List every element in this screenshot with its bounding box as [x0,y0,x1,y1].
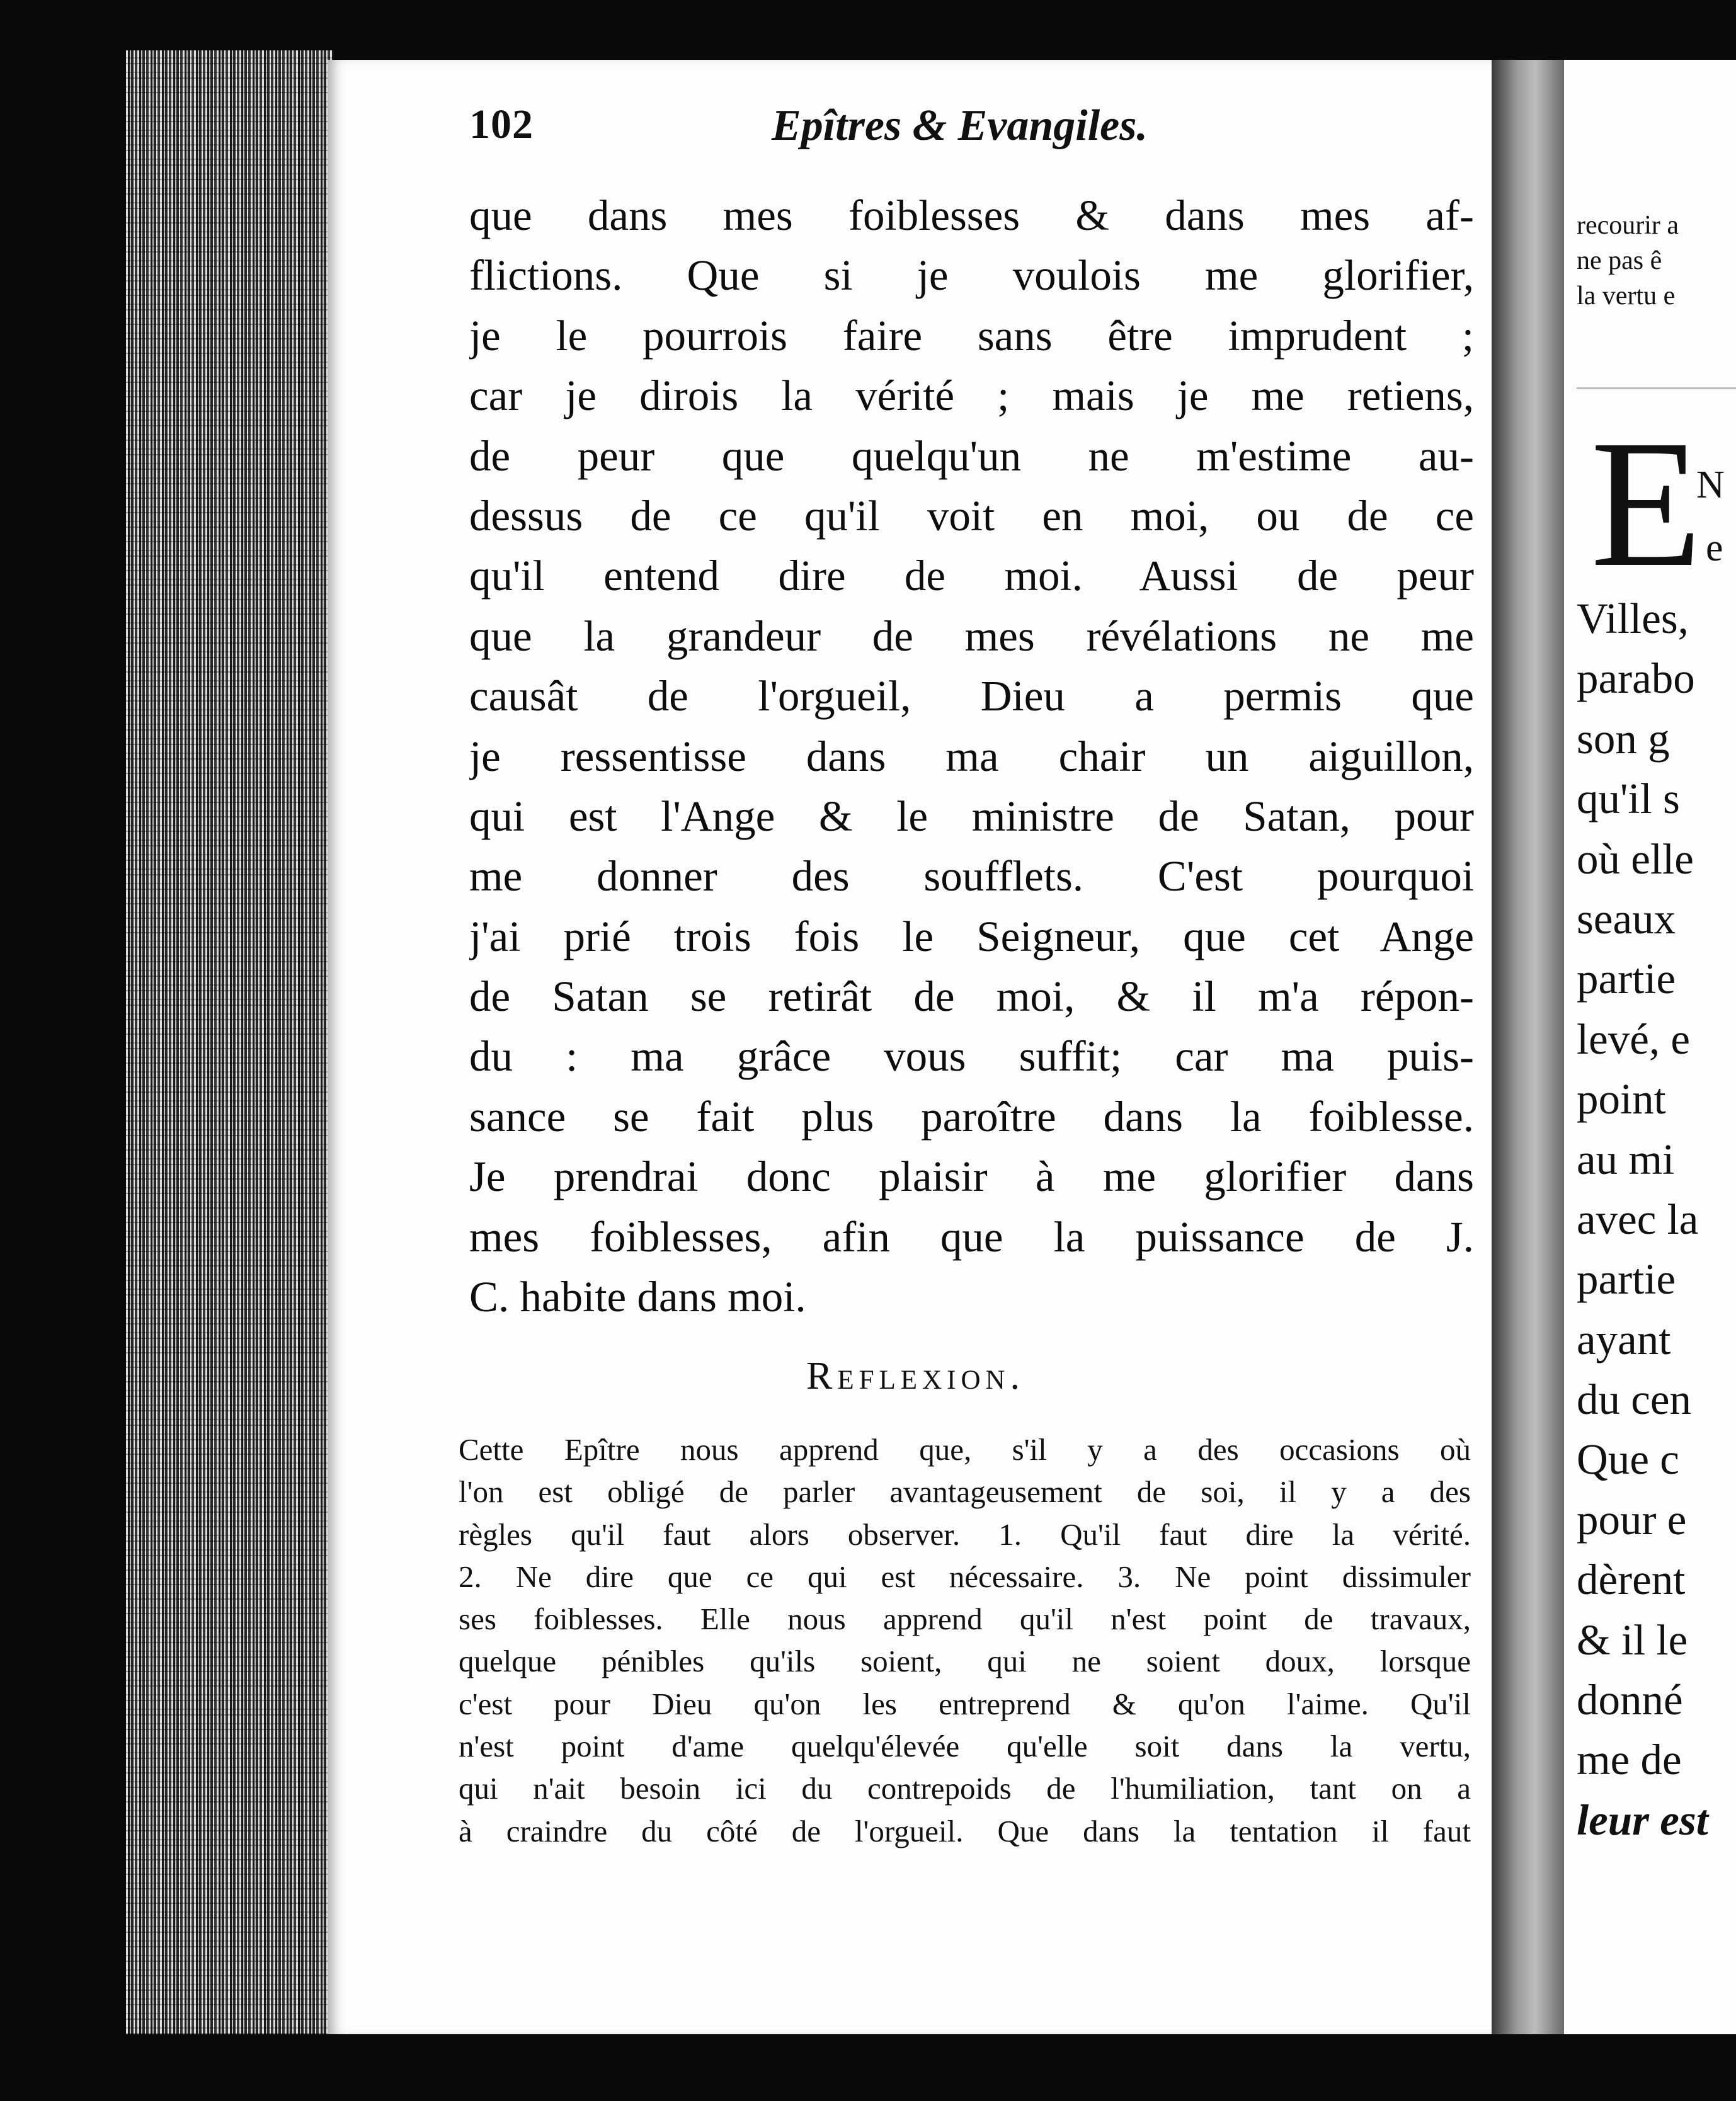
text-line: parabo [1577,654,1695,703]
text-line: l'on est obligé de parler avantageusement de soi, il y a des [459,1474,1471,1510]
text-line: Que c [1577,1435,1679,1484]
text-line: c'est pour Dieu qu'on les entreprend & qu'on l'aime. Qu'il [459,1686,1471,1721]
text-line: me donner des soufflets. C'est pourquoi [469,852,1474,901]
text-line: Villes, [1577,595,1689,642]
right-page-text [1577,589,1708,1850]
text-line: quelque pénibles qu'ils soient, qui ne soient doux, lorsque [459,1644,1471,1679]
text-line: à craindre du côté de l'orgueil. Que dans la tentation il faut [459,1813,1471,1848]
running-title: Epîtres & Evangiles. [772,101,1148,150]
text-line: sance se fait plus paroître dans la foiblesse. [469,1092,1474,1141]
text-line: causât de l'orgueil, Dieu a permis que [469,672,1474,720]
text-line: je ressentisse dans ma chair un aiguillon, [469,732,1474,780]
text-line: qu'il entend dire de moi. Aussi de peur [469,552,1474,600]
text-line: levé, e [1577,1015,1691,1063]
text-line: Je prendrai donc plaisir à me glorifier dans [469,1153,1474,1201]
right-top-line: la vertu e [1577,282,1676,310]
text-line: Cette Epître nous apprend que, s'il y a des occasions où [459,1432,1471,1467]
right-page [1564,60,1736,2034]
text-line: de peur que quelqu'un ne m'estime au- [469,431,1474,480]
book-edge-pages [126,50,334,2034]
text-line: car je dirois la vérité ; mais je me retiens, [469,372,1474,420]
text-line: ayant [1577,1315,1671,1364]
divider-rule [1577,387,1736,389]
text-line: n'est point d'ame quelqu'élevée qu'elle soit dans la vertu, [459,1729,1471,1764]
right-top-line: recourir a [1577,211,1679,240]
text-line: & il le [1577,1615,1688,1664]
text-line: je le pourrois faire sans être imprudent ; [469,311,1474,360]
text-line: avec la [1577,1195,1699,1243]
text-line: partie [1577,1255,1676,1304]
text-line: où elle [1577,834,1694,883]
text-line: qui est l'Ange & le ministre de Satan, pour [469,792,1474,840]
right-page-top-lines [1577,208,1679,314]
text-line: mes foiblesses, afin que la puissance de J. [469,1212,1474,1261]
text-line: qui n'ait besoin ici du contrepoids de l'humiliation, tant on a [459,1771,1471,1806]
text-line: règles qu'il faut alors observer. 1. Qu'il faut dire la vérité. [459,1517,1471,1552]
text-line: du : ma grâce vous suffit; car ma puis- [469,1032,1474,1081]
right-top-line: ne pas ê [1577,246,1662,275]
text-line: dèrent [1577,1556,1686,1604]
section-heading: Reflexion. [806,1355,1025,1398]
running-header [469,101,1250,170]
text-line: son g [1577,714,1670,763]
text-line: de Satan se retirât de moi, & il m'a répon- [469,972,1474,1021]
drop-cap-follow: e [1706,527,1723,569]
epistle-text [469,186,1474,1327]
text-line: donné [1577,1676,1683,1724]
reflexion-text [459,1428,1471,1852]
text-line: point [1577,1075,1666,1124]
text-line: seaux [1577,894,1676,943]
text-line: j'ai prié trois fois le Seigneur, que cet Ange [469,912,1474,960]
text-line: ses foiblesses. Elle nous apprend qu'il n'est point de travaux, [459,1602,1471,1637]
drop-cap: E [1590,402,1703,605]
text-line: du cen [1577,1375,1692,1424]
text-line: 2. Ne dire que ce qui est nécessaire. 3. Ne point dissimuler [459,1559,1471,1594]
text-line: au mi [1577,1135,1675,1183]
text-line: me de [1577,1736,1682,1784]
text-line: pour e [1577,1495,1687,1544]
text-line: partie [1577,955,1676,1003]
text-line: flictions. Que si je voulois me glorifier, [469,251,1474,300]
drop-cap-follow: N [1696,464,1725,506]
text-line: C. habite dans moi. [469,1273,806,1321]
text-line: que dans mes foiblesses & dans mes af- [469,191,1474,239]
text-line: qu'il s [1577,775,1680,823]
text-line: dessus de ce qu'il voit en moi, ou de ce [469,491,1474,540]
page-number: 102 [469,101,534,147]
text-line: que la grandeur de mes révélations ne me [469,612,1474,660]
text-line: leur est [1577,1796,1708,1844]
book-gutter [1492,60,1564,2034]
